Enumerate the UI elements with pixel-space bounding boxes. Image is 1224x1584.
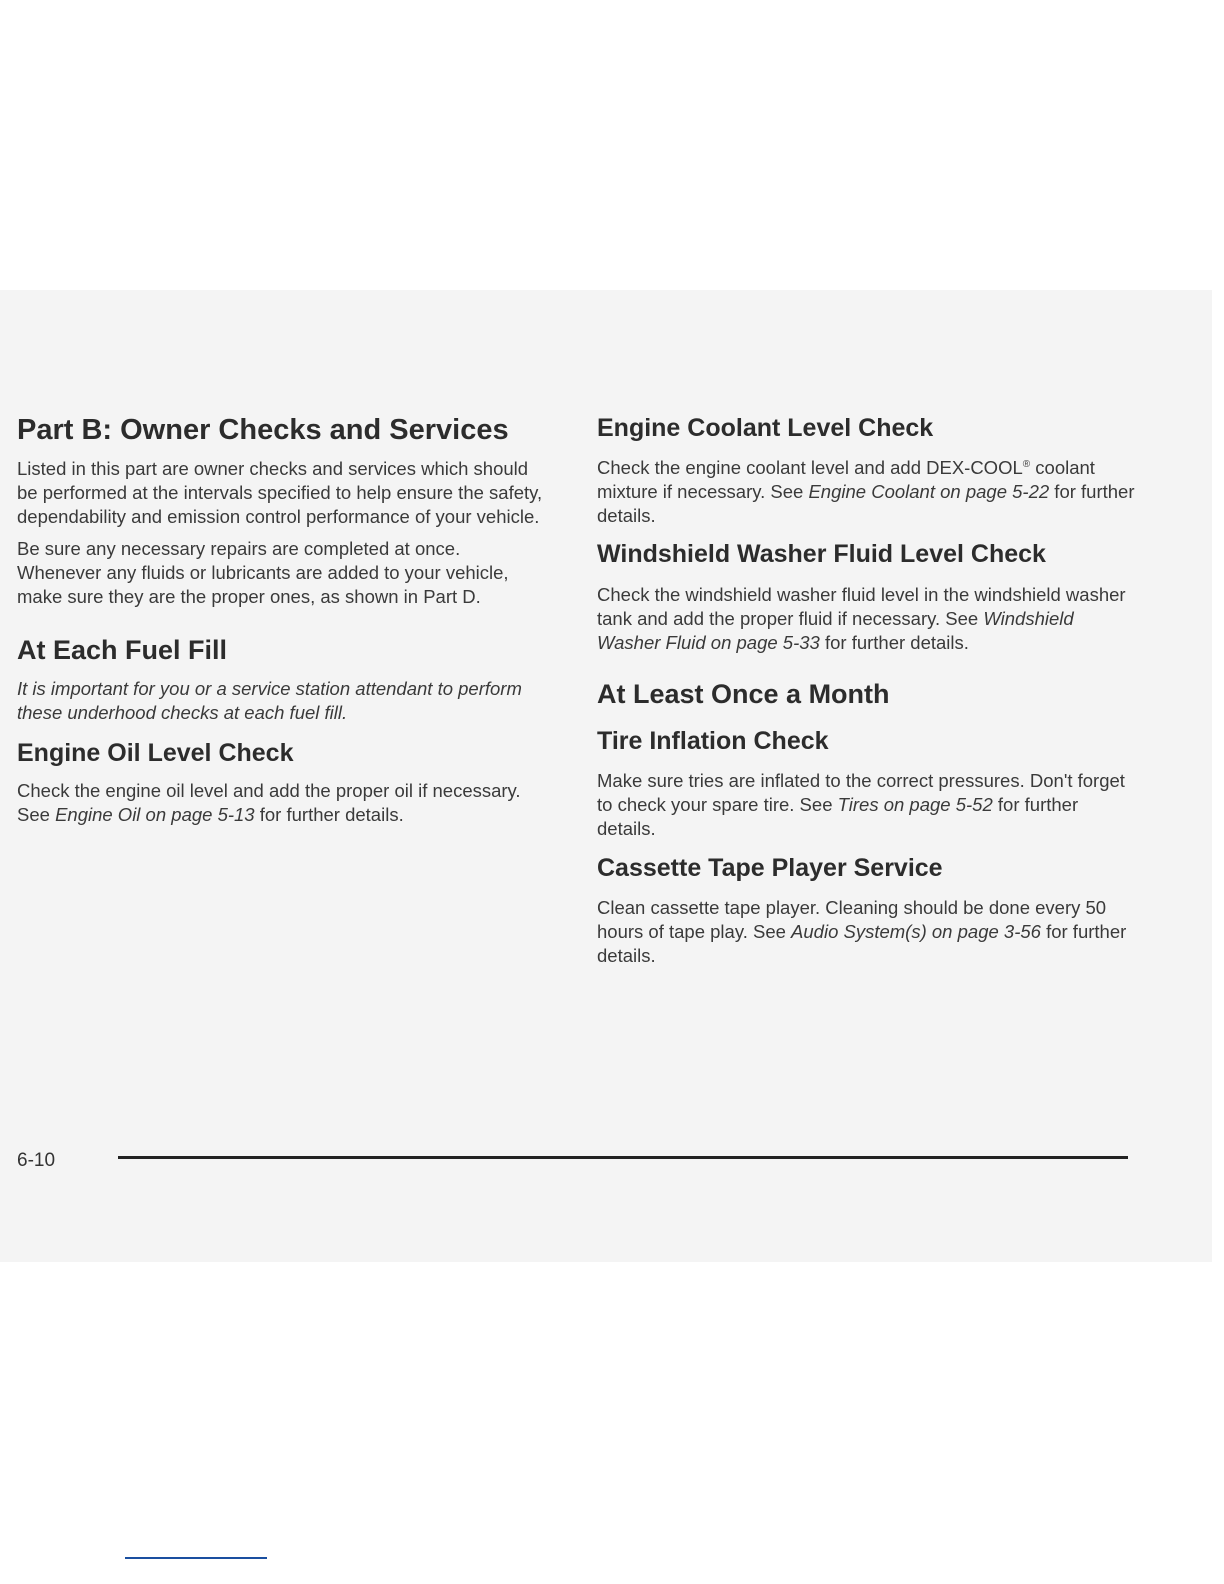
oil-text-a: Check the engine oil level and add the proper oil if necessary. See [17,780,521,825]
tire-text-b: for further details. [597,794,1079,839]
cassette-service-text [597,896,1137,968]
cassette-service-heading: Cassette Tape Player Service [597,854,943,882]
intro-paragraph-1: Listed in this part are owner checks and services which should be performed at the intervals specified to help ensure the safety, dependability and emission control performance of your vehicle. [17,458,543,527]
oil-check-text [17,779,547,827]
oil-reference-link[interactable]: Engine Oil on page 5-13 [55,804,255,825]
washer-check-heading: Windshield Washer Fluid Level Check [597,540,1046,568]
fuel-fill-note-text: It is important for you or a service station attendant to perform these underhood checks at each fuel fill. [17,678,522,723]
footer-rule [118,1156,1128,1159]
coolant-reference-link[interactable]: Engine Coolant on page 5-22 [808,481,1050,502]
washer-text-a: Check the windshield washer fluid level in the windshield washer tank and add the proper fluid if necessary. See [597,584,1126,629]
stray-underline [125,1557,267,1559]
tire-reference-link[interactable]: Tires on page 5-52 [837,794,993,815]
part-title: Part B: Owner Checks and Services [17,414,509,446]
oil-check-heading: Engine Oil Level Check [17,739,294,767]
left-column [17,412,547,827]
right-column [597,412,1137,968]
tire-check-text [597,769,1137,841]
cassette-text-a: Clean cassette tape player. Cleaning should be done every 50 hours of tape play. See [597,897,1107,942]
fuel-fill-note [17,677,547,725]
coolant-check-heading: Engine Coolant Level Check [597,414,934,442]
fuel-fill-heading: At Each Fuel Fill [17,635,228,665]
coolant-check-text [597,456,1137,528]
monthly-heading: At Least Once a Month [597,679,890,709]
registered-mark: ® [1022,458,1031,470]
tire-check-heading: Tire Inflation Check [597,727,829,755]
washer-text-b: for further details. [819,632,969,653]
intro-paragraph-2: Be sure any necessary repairs are completed at once. Whenever any fluids or lubricants are added to your vehicle, make sure they are the proper ones, as shown in Part D. [17,538,509,607]
washer-reference-link[interactable]: Windshield Washer Fluid on page 5-33 [597,608,1074,653]
cassette-text-b: for further details. [597,921,1127,966]
washer-check-text [597,583,1137,655]
cassette-reference-link[interactable]: Audio System(s) on page 3-56 [791,921,1041,942]
page-number: 6-10 [17,1150,56,1171]
tire-text-a: Make sure tries are inflated to the correct pressures. Don't forget to check your spare tire. See [597,770,1125,815]
coolant-text-a: Check the engine coolant level and add DEX-COOL [597,457,1023,478]
oil-text-b: for further details. [254,804,404,825]
coolant-text-c: for further details. [597,481,1135,526]
coolant-text-b: coolant mixture if necessary. See [597,457,1095,502]
